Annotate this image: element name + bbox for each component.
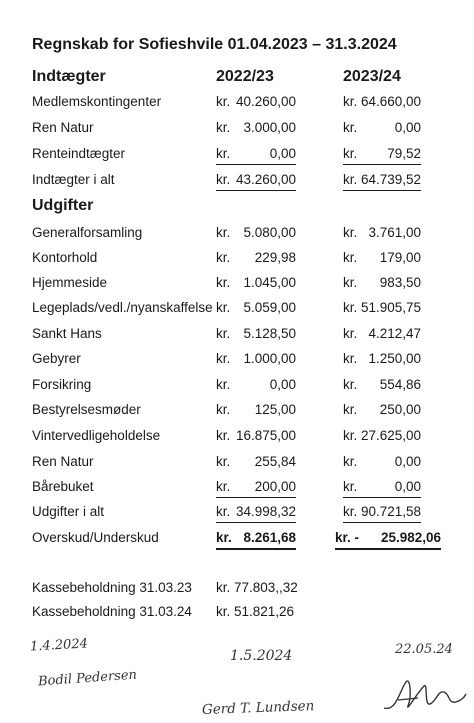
currency-label: kr. (216, 479, 231, 494)
value-2023-24 (343, 504, 421, 523)
amount: 255,84 (254, 454, 296, 469)
amount: 125,00 (254, 402, 296, 417)
row-label: Indtægter i alt (32, 172, 115, 187)
table-row (0, 94, 474, 114)
currency-label: kr. (216, 94, 231, 109)
amount: 229,98 (254, 250, 296, 265)
currency-label: kr. (343, 377, 358, 392)
currency-label: kr. (216, 146, 231, 161)
value-2023-24 (343, 275, 421, 293)
currency-label: kr. (343, 146, 358, 161)
amount: 3.761,00 (368, 225, 421, 240)
table-row (0, 504, 474, 524)
table-row (0, 300, 474, 320)
currency-label: kr. (216, 504, 231, 519)
table-row (0, 479, 474, 499)
amount: 5.128,50 (243, 326, 296, 341)
balance-value: kr. 51.821,26 (216, 604, 295, 619)
value-2023-24 (343, 172, 421, 191)
currency-label: kr. (216, 428, 231, 443)
income-section-heading: Indtægter (32, 68, 106, 85)
amount: 4.212,47 (368, 326, 421, 341)
amount: 64.660,00 (360, 94, 421, 109)
row-label: Ren Natur (32, 454, 94, 469)
amount: 40.260,00 (235, 94, 296, 109)
currency-label: kr. (216, 275, 231, 290)
year-2022-23-header: 2022/23 (216, 68, 274, 85)
currency-label: kr. - (335, 530, 360, 545)
currency-label: kr. (343, 120, 358, 135)
value-2023-24 (343, 402, 421, 420)
value-2022-23 (216, 530, 296, 550)
value-2022-23 (216, 504, 296, 523)
value-2023-24 (343, 377, 421, 395)
signature-date-3: 22.05.24 (395, 642, 453, 657)
amount: 1.000,00 (243, 351, 296, 366)
row-label: Generalforsamling (32, 225, 143, 240)
amount: 179,00 (379, 250, 421, 265)
value-2023-24 (343, 351, 421, 369)
value-2023-24 (343, 428, 421, 446)
row-label: Udgifter i alt (32, 504, 105, 519)
value-2022-23 (216, 275, 296, 293)
value-2022-23 (216, 377, 296, 395)
row-label: Bestyrelsesmøder (32, 402, 141, 417)
row-label: Kontorhold (32, 250, 98, 265)
amount: 983,50 (379, 275, 421, 290)
amount: 5.059,00 (243, 300, 296, 315)
row-label: Forsikring (32, 377, 92, 392)
currency-label: kr. (343, 172, 358, 187)
amount: 1.250,00 (368, 351, 421, 366)
amount: 3.000,00 (243, 120, 296, 135)
value-2022-23 (216, 454, 296, 472)
value-2022-23 (216, 402, 296, 420)
value-2022-23 (216, 146, 296, 165)
value-2023-24 (343, 250, 421, 268)
signature-date-2: 1.5.2024 (230, 648, 293, 664)
table-row (0, 326, 474, 346)
value-2023-24 (343, 146, 421, 165)
amount: 1.045,00 (243, 275, 296, 290)
result-row (0, 530, 474, 550)
currency-label: kr. (343, 326, 358, 341)
amount: 90.721,58 (360, 504, 421, 519)
currency-label: kr. (343, 275, 358, 290)
table-row (0, 225, 474, 245)
value-2023-24 (343, 326, 421, 344)
table-row (0, 377, 474, 397)
amount: 8.261,68 (243, 530, 296, 545)
value-2022-23 (216, 172, 296, 191)
amount: 0,00 (394, 120, 421, 135)
table-row (0, 146, 474, 166)
table-row (0, 275, 474, 295)
amount: 51.905,75 (360, 300, 421, 315)
amount: 64.739,52 (360, 172, 421, 187)
amount: 43.260,00 (235, 172, 296, 187)
value-2023-24 (343, 225, 421, 243)
currency-label: kr. (216, 402, 231, 417)
currency-label: kr. (343, 94, 358, 109)
currency-label: kr. (343, 454, 358, 469)
row-label: Medlemskontingenter (32, 94, 162, 109)
amount: 554,86 (379, 377, 421, 392)
currency-label: kr. (343, 479, 358, 494)
value-2022-23 (216, 479, 296, 498)
amount: 34.998,32 (235, 504, 296, 519)
table-row (0, 250, 474, 270)
currency-label: kr. (343, 428, 358, 443)
currency-label: kr. (343, 402, 358, 417)
currency-label: kr. (216, 120, 231, 135)
year-2023-24-header: 2023/24 (343, 68, 401, 85)
balance-value: kr. 77.803,,32 (216, 580, 298, 595)
currency-label: kr. (216, 530, 232, 545)
table-row (0, 428, 474, 448)
currency-label: kr. (216, 377, 231, 392)
currency-label: kr. (216, 326, 231, 341)
amount: 27.625,00 (360, 428, 421, 443)
value-2023-24 (343, 454, 421, 472)
table-row (0, 172, 474, 192)
value-2022-23 (216, 351, 296, 369)
row-label: Hjemmeside (32, 275, 108, 290)
currency-label: kr. (343, 351, 358, 366)
amount: 0,00 (269, 146, 296, 161)
amount: 250,00 (379, 402, 421, 417)
amount: 5.080,00 (243, 225, 296, 240)
value-2023-24 (343, 300, 421, 318)
currency-label: kr. (343, 225, 358, 240)
currency-label: kr. (216, 300, 231, 315)
amount: 0,00 (394, 479, 421, 494)
value-2023-24 (343, 479, 421, 498)
amount: 0,00 (394, 454, 421, 469)
value-2022-23 (216, 428, 296, 446)
row-label: Ren Natur (32, 120, 94, 135)
signature-scribble-icon (378, 672, 468, 718)
page-title: Regnskab for Sofieshvile 01.04.2023 – 31.3.2024 (32, 36, 397, 53)
amount: 25.982,06 (380, 530, 441, 545)
value-2022-23 (216, 120, 296, 138)
amount: 79,52 (387, 146, 421, 161)
signature-name-1: Bodil Pedersen (37, 667, 138, 690)
table-row (0, 120, 474, 140)
value-2023-24 (335, 530, 441, 550)
value-2022-23 (216, 326, 296, 344)
row-label: Gebyrer (32, 351, 81, 366)
row-label: Renteindtægter (32, 146, 126, 161)
row-label: Vintervedligeholdelse (32, 428, 161, 443)
currency-label: kr. (216, 172, 231, 187)
row-label: Bårebuket (32, 479, 94, 494)
signature-name-2: Gerd T. Lundsen (201, 698, 315, 718)
value-2023-24 (343, 94, 421, 112)
value-2022-23 (216, 250, 296, 268)
amount: 0,00 (269, 377, 296, 392)
value-2022-23 (216, 225, 296, 243)
row-label: Overskud/Underskud (32, 530, 159, 545)
signature-date-1: 1.4.2024 (29, 636, 89, 655)
row-label: Sankt Hans (32, 326, 102, 341)
table-row (0, 351, 474, 371)
amount: 16.875,00 (235, 428, 296, 443)
currency-label: kr. (343, 300, 358, 315)
value-2022-23 (216, 300, 296, 318)
table-row (0, 454, 474, 474)
currency-label: kr. (216, 250, 231, 265)
currency-label: kr. (216, 454, 231, 469)
balance-label: Kassebeholdning 31.03.23 (32, 580, 192, 595)
amount: 200,00 (254, 479, 296, 494)
currency-label: kr. (216, 351, 231, 366)
expense-section-heading: Udgifter (32, 197, 94, 214)
value-2023-24 (343, 120, 421, 138)
table-row (0, 402, 474, 422)
currency-label: kr. (343, 504, 358, 519)
row-label: Legeplads/vedl./nyanskaffelse (32, 300, 213, 315)
currency-label: kr. (343, 250, 358, 265)
balance-label: Kassebeholdning 31.03.24 (32, 604, 192, 619)
value-2022-23 (216, 94, 296, 112)
currency-label: kr. (216, 225, 231, 240)
